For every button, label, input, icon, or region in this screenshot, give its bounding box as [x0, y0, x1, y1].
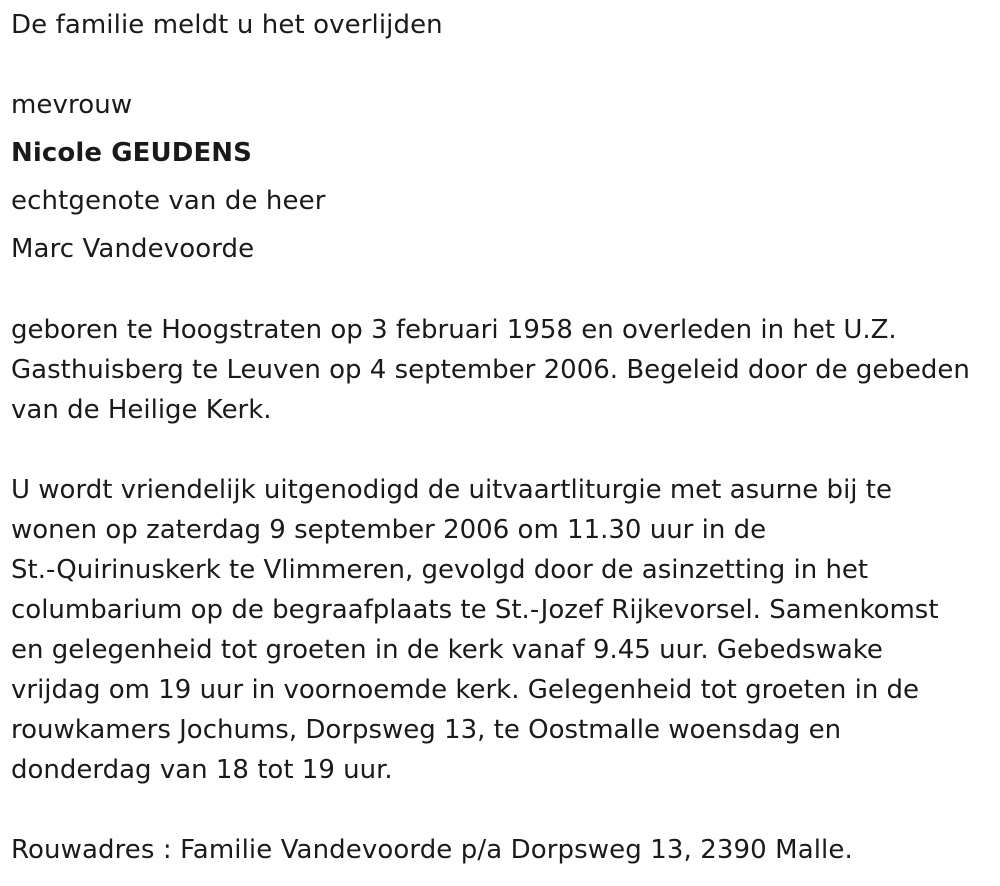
mourning-address: Rouwadres : Familie Vandevoorde p/a Dorpsweg 13, 2390 Malle. — [11, 835, 853, 865]
paragraph-line: columbarium op de begraafplaats te St.-Jozef Rijkevorsel. Samenkomst — [11, 595, 939, 625]
paragraph-line: rouwkamers Jochums, Dorpsweg 13, te Oostmalle woensdag en — [11, 715, 842, 745]
paragraph-line: Gasthuisberg te Leuven op 4 september 2006. Begeleid door de gebeden — [11, 355, 970, 385]
paragraph-line: donderdag van 18 tot 19 uur. — [11, 755, 393, 785]
paragraph-line: van de Heilige Kerk. — [11, 395, 272, 425]
paragraph-line: wonen op zaterdag 9 september 2006 om 11.30 uur in de — [11, 515, 767, 545]
deceased-name: Nicole GEUDENS — [11, 138, 252, 168]
paragraph-line: vrijdag om 19 uur in voornoemde kerk. Gelegenheid tot groeten in de — [11, 675, 920, 705]
ceremony-paragraph — [11, 470, 993, 790]
intro-text: De familie meldt u het overlijden — [11, 10, 443, 40]
relation-text: echtgenote van de heer — [11, 186, 326, 216]
spouse-name: Marc Vandevoorde — [11, 234, 255, 264]
paragraph-line: U wordt vriendelijk uitgenodigd de uitvaartliturgie met asurne bij te — [11, 475, 892, 505]
honorific: mevrouw — [11, 90, 133, 120]
paragraph-line: geboren te Hoogstraten op 3 februari 1958 en overleden in het U.Z. — [11, 315, 897, 345]
birth-death-paragraph — [11, 310, 993, 430]
paragraph-line: St.-Quirinuskerk te Vlimmeren, gevolgd door de asinzetting in het — [11, 555, 869, 585]
paragraph-line: en gelegenheid tot groeten in de kerk vanaf 9.45 uur. Gebedswake — [11, 635, 883, 665]
